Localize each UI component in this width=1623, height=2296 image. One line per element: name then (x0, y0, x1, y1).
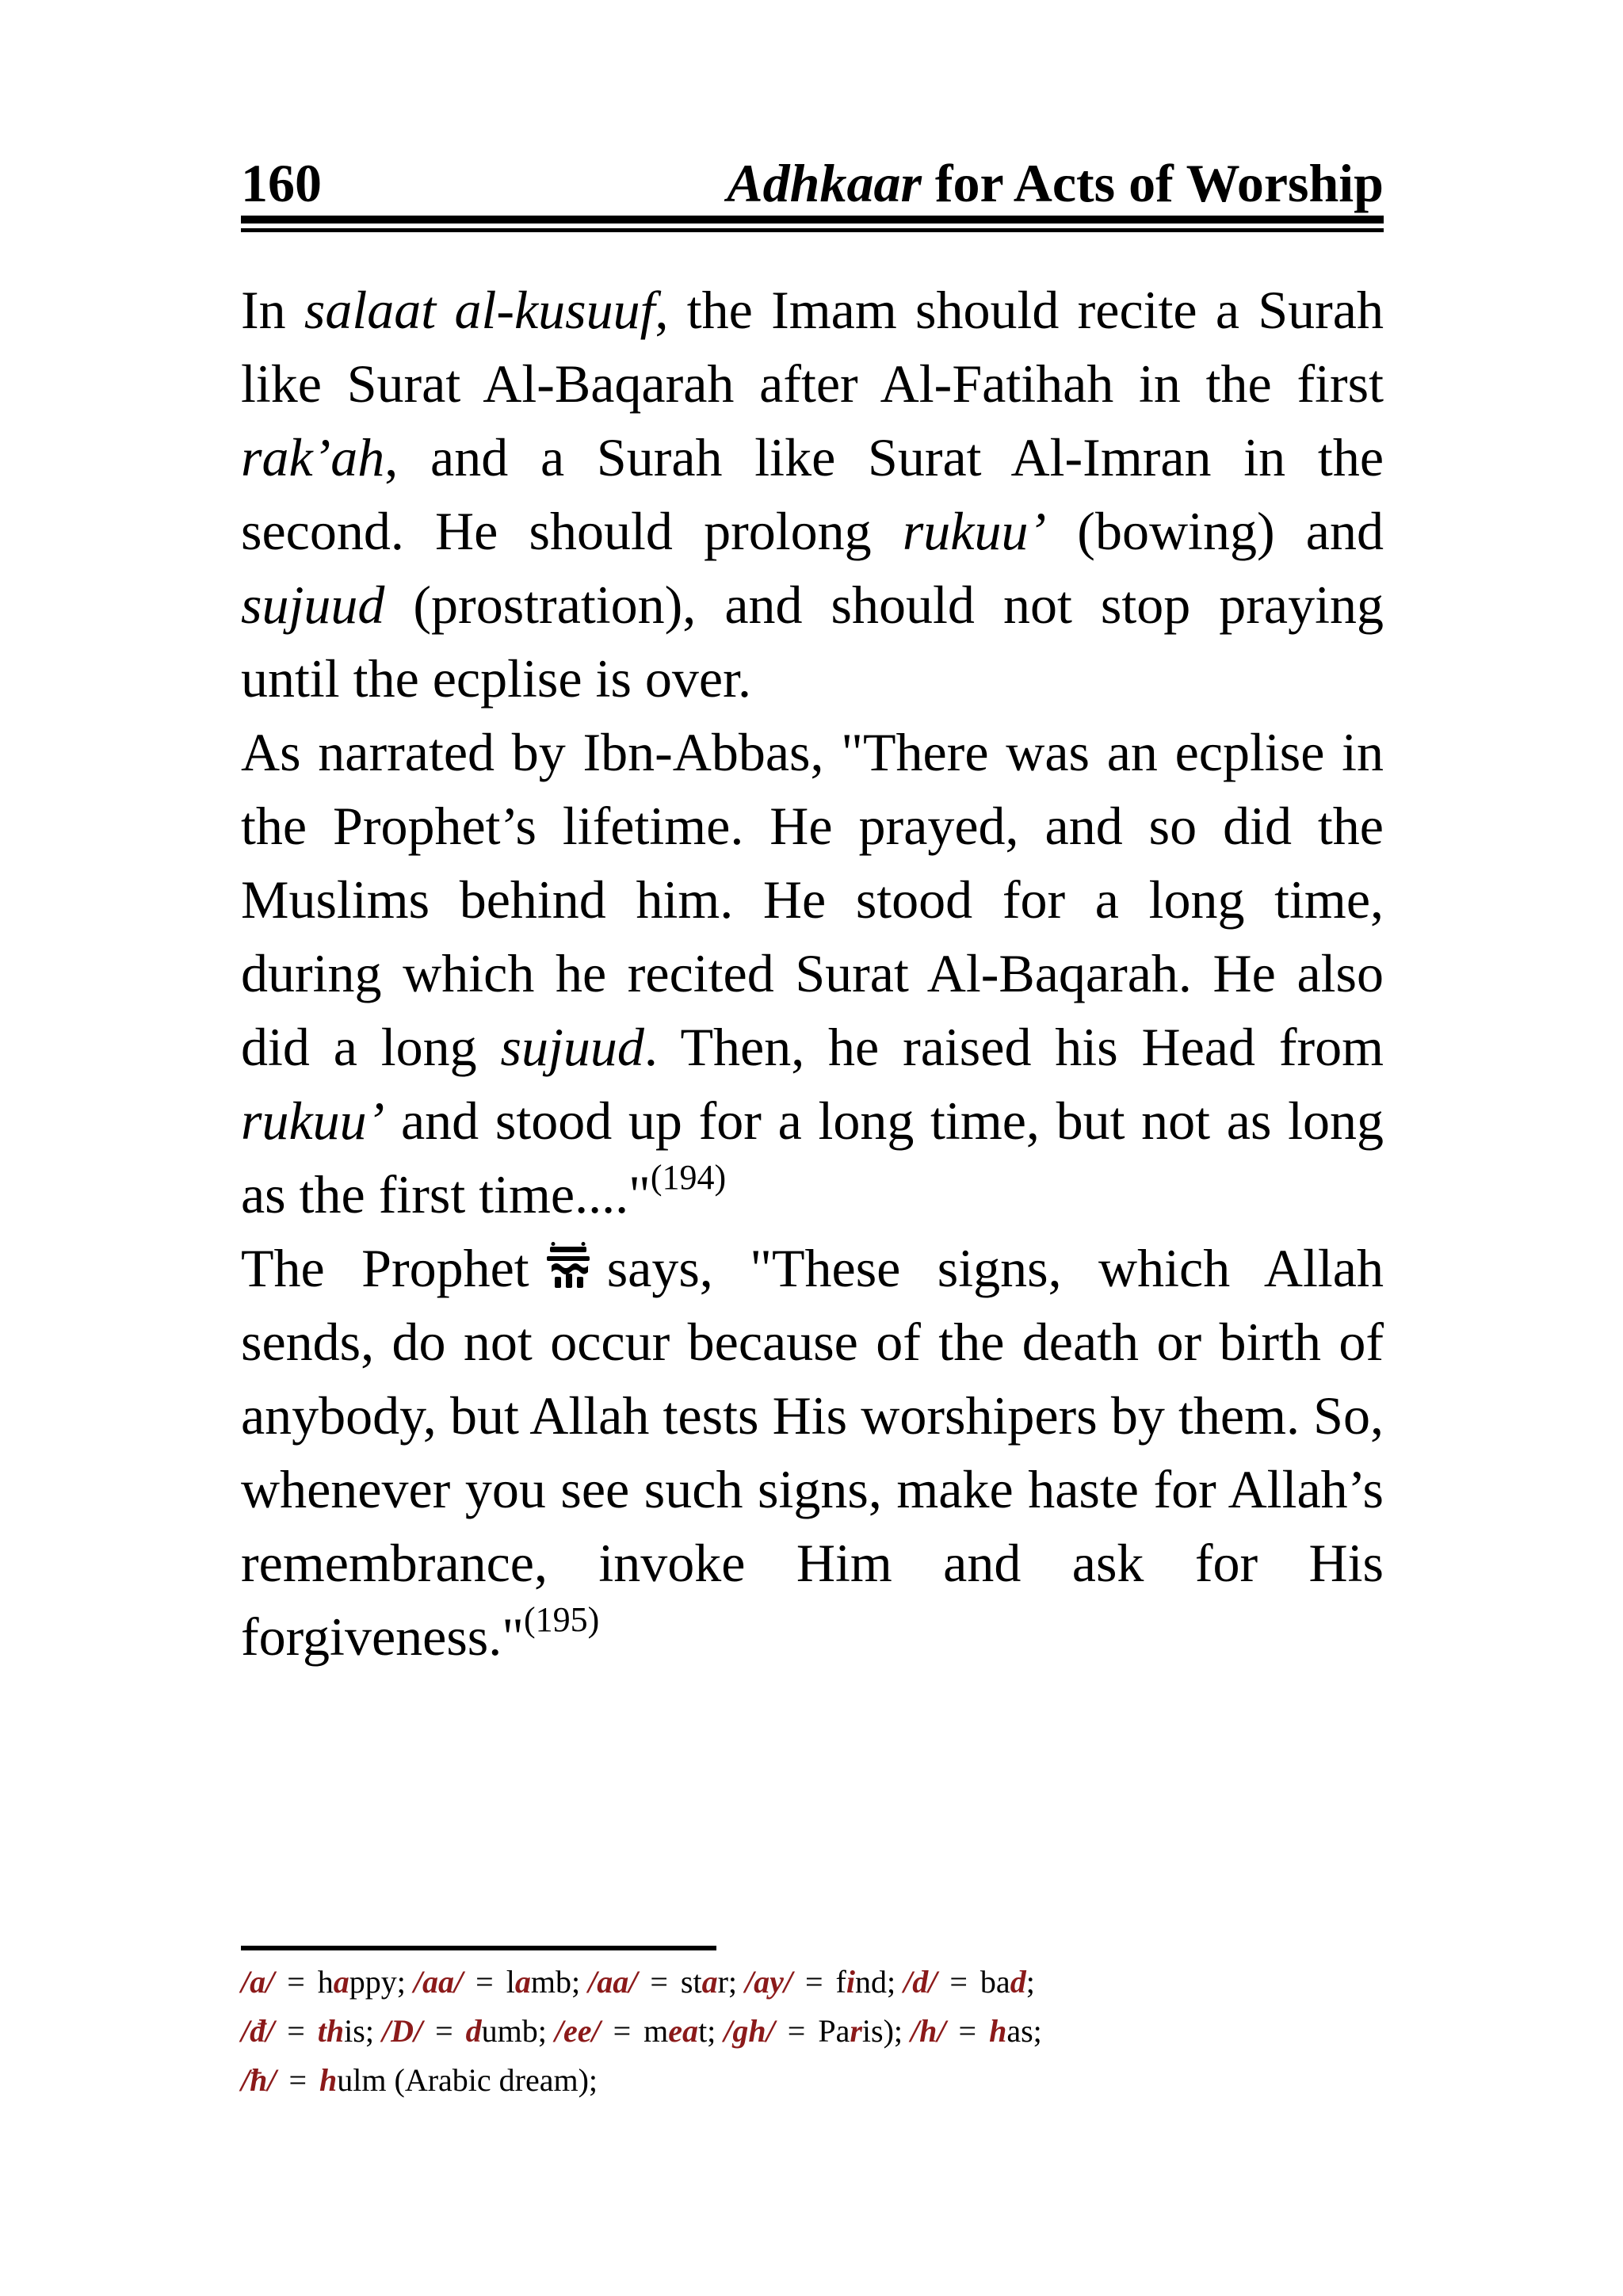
key-entry (724, 2013, 903, 2049)
key-symbol: /d/ (903, 1964, 938, 2000)
key-entry (588, 1964, 737, 2000)
key-text: ; (1025, 1964, 1035, 2000)
italic-term: rukuu’ (902, 501, 1047, 561)
key-symbol: /aa/ (588, 1964, 638, 2000)
italic-term: rak’ah (241, 427, 385, 487)
running-title-rest: for Acts of Worship (921, 153, 1384, 213)
italic-term: sujuud (500, 1017, 644, 1077)
key-equals: = (949, 1964, 968, 2000)
key-text: r; (717, 1964, 737, 2000)
paragraph-2 (241, 716, 1384, 1232)
footnote-line-2 (241, 2007, 1384, 2056)
key-symbol: /aa/ (413, 1964, 464, 2000)
footnote-rule (241, 1946, 716, 1950)
key-equals: = (287, 2013, 305, 2049)
key-highlight: ea (668, 2013, 699, 2049)
key-entry (241, 2013, 374, 2049)
key-symbol: /D/ (381, 2013, 423, 2049)
key-text: is; (344, 2013, 374, 2049)
key-entry (382, 2013, 547, 2049)
key-text: nd; (855, 1964, 896, 2000)
key-equals: = (804, 1964, 823, 2000)
key-symbol: /gh/ (724, 2013, 775, 2049)
italic-term: salaat al-kusuuf (304, 280, 655, 340)
running-title (727, 147, 1384, 219)
key-highlight: i (846, 1964, 855, 2000)
header-rule-thick (241, 216, 1384, 223)
key-highlight: d (465, 2013, 482, 2049)
text-run: and stood up for a long time, but not as long as the first time...." (241, 1091, 1384, 1224)
key-entry (911, 2013, 1042, 2049)
text-run: (prostration), and should not stop praying until the ecplise is over. (241, 575, 1384, 709)
key-symbol: /a/ (241, 1964, 275, 2000)
transliteration-key (241, 1958, 1384, 2105)
main-text (241, 273, 1384, 1674)
key-text: mb; (530, 1964, 581, 2000)
key-equals: = (787, 2013, 806, 2049)
key-equals: = (287, 1964, 305, 2000)
running-header (241, 147, 1384, 219)
header-rule-thin (241, 228, 1384, 232)
footnote-line-1 (241, 1958, 1384, 2007)
key-text: ulm (Arabic dream); (337, 2062, 598, 2098)
key-entry (745, 1964, 896, 2000)
key-equals: = (435, 2013, 453, 2049)
key-entry (903, 1964, 1035, 2000)
footnote-line-3 (241, 2056, 1384, 2105)
key-highlight: a (701, 1964, 718, 2000)
key-text: umb; (481, 2013, 547, 2049)
key-text: ba (980, 1964, 1010, 2000)
key-symbol: /ħ/ (241, 2062, 277, 2098)
key-highlight: th (317, 2013, 345, 2049)
paragraph-1 (241, 273, 1384, 716)
key-symbol: /đ/ (241, 2013, 275, 2049)
key-highlight: r (850, 2013, 862, 2049)
text-run: In (241, 280, 304, 340)
key-text: ppy; (349, 1964, 406, 2000)
key-symbol: /h/ (911, 2013, 946, 2049)
key-text: l (506, 1964, 515, 2000)
text-run: . Then, he raised his Head from (643, 1017, 1384, 1077)
key-symbol: /ay/ (745, 1964, 792, 2000)
key-entry (414, 1964, 580, 2000)
key-highlight: h (989, 2013, 1007, 2049)
salla-icon (544, 1236, 593, 1286)
text-run: , and a Surah like Surat Al-Imran in the second. He should prolong (241, 427, 1384, 561)
key-symbol: /ee/ (554, 2013, 601, 2049)
key-equals: = (288, 2062, 307, 2098)
key-highlight: a (514, 1964, 531, 2000)
text-run: says, "These signs, which Allah sends, do not occur because of the death or birth of anybody, but Allah tests His worshipers by them. So, whenever you see such signs, make haste for Allah’s remembrance, invoke Him and ask for His forgiveness." (241, 1238, 1384, 1667)
key-text: h (317, 1964, 334, 2000)
key-text: Pa (818, 2013, 850, 2049)
text-run: , the Imam should recite a Surah like Surat Al-Baqarah after Al-Fatihah in the first (241, 280, 1384, 414)
key-text: is); (861, 2013, 903, 2049)
italic-term: rukuu’ (241, 1091, 385, 1151)
text-run: The Prophet (241, 1238, 529, 1298)
text-run: As narrated by Ibn-Abbas, "There was an ecplise in the Prophet’s lifetime. He prayed, and so did the Muslims behind him. He stood for a long time, during which he recited Surat Al-Baqarah. He also did a long (241, 722, 1384, 1077)
text-run: (bowing) and (1046, 501, 1384, 561)
key-equals: = (475, 1964, 494, 2000)
paragraph-3 (241, 1232, 1384, 1674)
key-text: t; (698, 2013, 716, 2049)
key-text: as; (1006, 2013, 1042, 2049)
key-highlight: d (1010, 1964, 1026, 2000)
key-highlight: a (333, 1964, 349, 2000)
key-equals: = (613, 2013, 632, 2049)
key-equals: = (650, 1964, 668, 2000)
key-text: m (643, 2013, 669, 2049)
footnote-ref-195: (195) (524, 1600, 600, 1639)
key-text: st (680, 1964, 702, 2000)
footnote-ref-194: (194) (650, 1158, 727, 1197)
key-entry (241, 1964, 406, 2000)
key-text: f (835, 1964, 846, 2000)
key-equals: = (958, 2013, 977, 2049)
italic-term: sujuud (241, 575, 385, 635)
key-highlight: h (319, 2062, 338, 2098)
key-entry (241, 2062, 598, 2098)
page-number: 160 (241, 153, 322, 213)
running-title-italic: Adhkaar (727, 153, 922, 213)
key-entry (555, 2013, 716, 2049)
